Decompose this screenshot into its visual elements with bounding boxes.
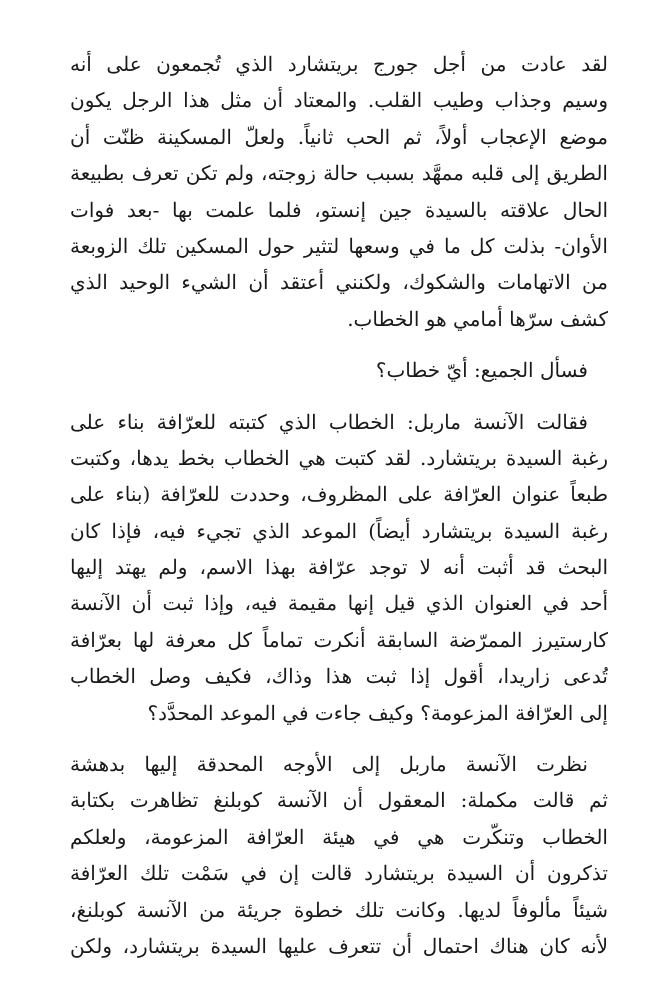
text-line: لأنه كان هناك احتمال أن تتعرف عليها السيدة بريتشارد، ولكن <box>70 933 608 958</box>
text-line: لقد عادت من أجل جورج بريتشارد الذي تُجمعون على أنه <box>70 52 608 76</box>
text-line: كارستيرز الممرّضة السابقة أنكرت تماماً كل معرفة لها بعرّافة <box>70 627 608 652</box>
text-line: الطريق إلى قلبه ممهَّد بسبب حالة زوجته، ولم تكن تعرف بطبيعة <box>70 161 608 186</box>
text-line: أحد في العنوان الذي قيل إنها مقيمة فيه، وإذا ثبت أن الآنسة <box>70 591 608 616</box>
text-line: تُدعى زاريدا، أقول إذا ثبت هذا وذاك، فكيف وصل الخطاب <box>70 664 608 689</box>
paragraph-1 <box>70 46 608 337</box>
text-line: نظرت الآنسة ماربل إلى الأوجه المحدقة إليها بدهشة <box>70 752 588 777</box>
text-line: إلى العرّافة المزعومة؟ وكيف جاءت في الموعد المحدَّد؟ <box>147 700 608 725</box>
text-line: فسأل الجميع: أيّ خطاب؟ <box>375 358 588 383</box>
text-line: طبعاً عنوان العرّافة على المظروف، وحددت للعرّافة (بناء على <box>70 482 608 507</box>
text-line: الخطاب وتنكّرت هي في هيئة العرّافة المزعومة، ولعلكم <box>70 824 608 849</box>
text-line: ثم قالت مكملة: المعقول أن الآنسة كوبلنغ تظاهرت بكتابة <box>70 788 608 813</box>
text-line: تذكرون أن السيدة بريتشارد قالت إن في سَمْت تلك العرّافة <box>70 861 608 886</box>
text-line: الأوان- بذلت كل ما في وسعها لتثير حول المسكين تلك الزوبعة <box>70 233 608 258</box>
paragraph-3 <box>70 404 608 732</box>
text-line: من الاتهامات والشكوك، ولكنني أعتقد أن الشيء الوحيد الذي <box>70 270 608 295</box>
text-line: كشف سرّها أمامي هو الخطاب. <box>347 306 608 331</box>
text-line: البحث قد أثبت أنه لا توجد عرّافة بهذا الاسم، ولم يهتد إليها <box>70 555 608 580</box>
paragraph-4 <box>70 746 608 964</box>
text-line: رغبة السيدة بريتشارد أيضاً) الموعد الذي تجيء فيه، فإذا كان <box>70 518 608 543</box>
text-line: الحال علاقته بالسيدة جين إنستو، فلما علمت بها -بعد فوات <box>70 197 608 222</box>
text-line: رغبة السيدة بريتشارد. لقد كتبت هي الخطاب بخط يدها، وكتبت <box>70 445 608 470</box>
text-line: وسيم وجذاب وطيب القلب. والمعتاد أن مثل هذا الرجل يكون <box>70 88 608 113</box>
paragraph-2 <box>70 352 608 388</box>
text-line: فقالت الآنسة ماربل: الخطاب الذي كتبته للعرّافة بناء على <box>70 409 588 434</box>
document-page <box>70 46 608 964</box>
text-line: شيئاً مألوفاً لديها. وكانت تلك خطوة جريئة من الآنسة كوبلنغ، <box>70 897 608 922</box>
text-line: موضع الإعجاب أولاً، ثم الحب ثانياً. ولعلّ المسكينة ظنّت أن <box>70 124 608 149</box>
